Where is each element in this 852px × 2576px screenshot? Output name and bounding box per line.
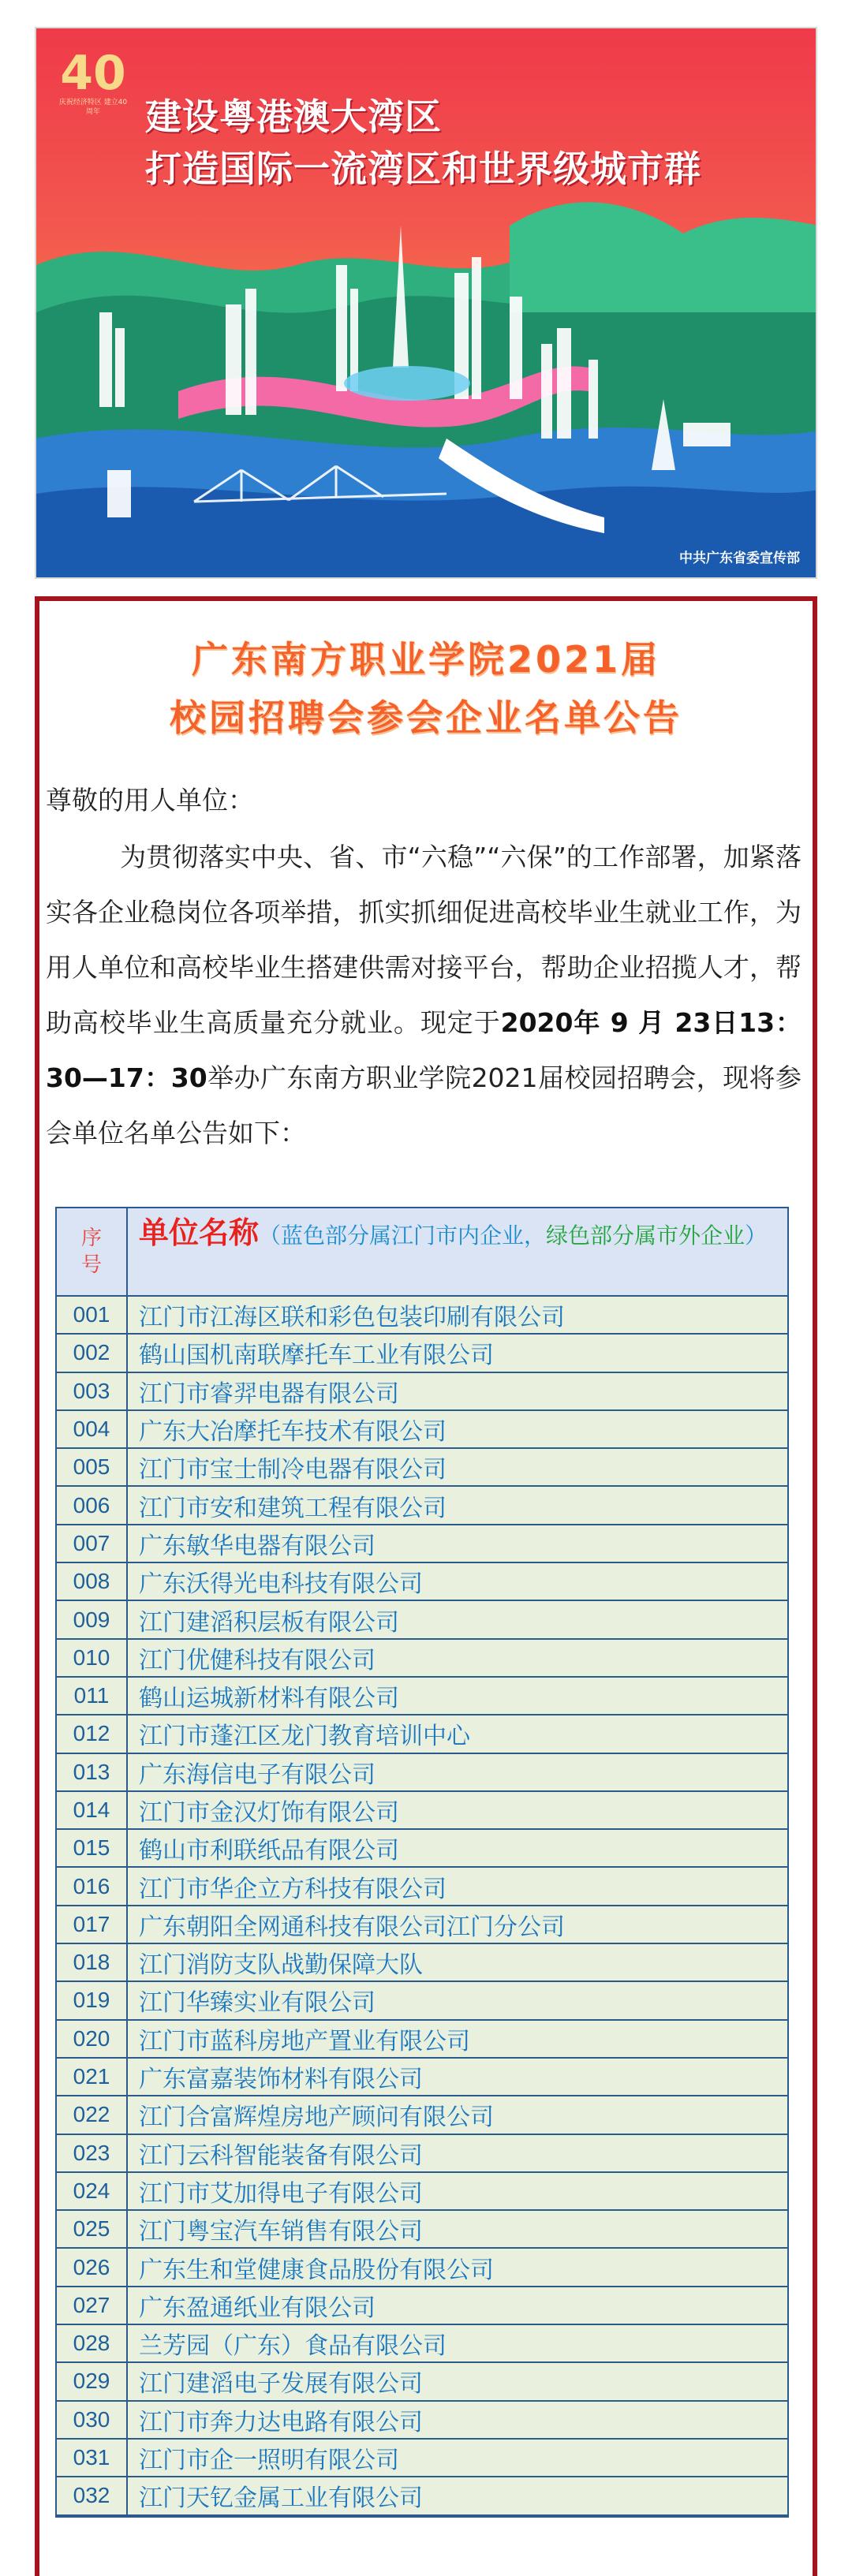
row-company-name: 广东盈通纸业有限公司 xyxy=(139,2294,376,2322)
company-table xyxy=(55,1207,789,2518)
notice-frame xyxy=(35,596,817,2576)
row-company-name: 江门市企一照明有限公司 xyxy=(139,2447,399,2475)
table-row xyxy=(57,1640,787,1678)
row-number: 029 xyxy=(57,2363,128,2399)
header-blue-note: 蓝色部分属江门市内企业， xyxy=(281,1223,547,1249)
table-row xyxy=(57,1715,787,1753)
table-header xyxy=(57,1208,787,1297)
table-row xyxy=(57,1754,787,1792)
table-row xyxy=(57,1868,787,1906)
row-company-name: 广东敏华电器有限公司 xyxy=(139,1532,376,1560)
row-number: 015 xyxy=(57,1830,128,1866)
greeting: 尊敬的用人单位： xyxy=(46,785,254,816)
logo-caption: 庆祝经济特区 建立40周年 xyxy=(58,99,128,116)
para-text-1: 为贯彻落实中央、省、市“六稳”“六保”的工作部署，加紧落实各企业稳岗位各项举措，抓实抓细促进高校毕业生就业工作，为用人单位和高校毕业生搭建供需对接平台，帮助企业招揽人才，帮助高校毕业生高质量充分就业。现定于 xyxy=(46,842,802,1038)
row-number: 018 xyxy=(57,1944,128,1981)
logo-number: 40 xyxy=(60,46,126,101)
row-company-name: 江门市江海区联和彩色包装印刷有限公司 xyxy=(139,1304,565,1332)
header-number-char2: 号 xyxy=(80,1253,102,1277)
row-company-name: 江门建滔积层板有限公司 xyxy=(139,1608,399,1637)
row-number: 013 xyxy=(57,1754,128,1790)
table-row xyxy=(57,2363,787,2401)
row-company-name: 江门华臻实业有限公司 xyxy=(139,1989,376,2018)
table-row xyxy=(57,1297,787,1335)
table-row xyxy=(57,1487,787,1525)
row-company-name: 鹤山国机南联摩托车工业有限公司 xyxy=(139,1342,494,1370)
table-row xyxy=(57,2135,787,2173)
row-number: 012 xyxy=(57,1715,128,1752)
row-company-name: 鹤山市利联纸品有限公司 xyxy=(139,1837,399,1865)
row-number: 004 xyxy=(57,1411,128,1447)
anniversary-logo xyxy=(57,46,129,117)
row-company-name: 江门市安和建筑工程有限公司 xyxy=(139,1494,447,1522)
table-row xyxy=(57,1944,787,1982)
para-text-2: 举办广东南方职业学院2021届校园招聘会，现将参会单位名单公告如下： xyxy=(46,1062,802,1148)
row-company-name: 江门消防支队战勤保障大队 xyxy=(139,1951,423,1980)
table-row xyxy=(57,2440,787,2477)
notice-title-line2: 校园招聘会参会企业名单公告 xyxy=(170,696,682,739)
row-company-name: 江门建滔电子发展有限公司 xyxy=(139,2370,423,2399)
banner-title-line2: 打造国际一流湾区和世界级城市群 xyxy=(145,147,701,190)
row-number: 021 xyxy=(57,2059,128,2095)
row-company-name: 江门云科智能装备有限公司 xyxy=(139,2141,423,2170)
row-number: 001 xyxy=(57,1297,128,1333)
header-paren-close: ） xyxy=(745,1223,768,1249)
row-company-name: 兰芳园（广东）食品有限公司 xyxy=(139,2332,447,2361)
row-number: 028 xyxy=(57,2325,128,2361)
row-company-name: 江门市奔力达电路有限公司 xyxy=(139,2408,423,2436)
table-row xyxy=(57,2325,787,2363)
event-datetime: 2020年 9 月 23日13：30—17：30 xyxy=(46,1007,802,1093)
row-number: 009 xyxy=(57,1601,128,1637)
row-number: 017 xyxy=(57,1906,128,1943)
header-company-name xyxy=(128,1208,787,1295)
notice-paragraph xyxy=(39,830,813,1161)
table-row xyxy=(57,2402,787,2440)
row-number: 016 xyxy=(57,1868,128,1904)
table-row xyxy=(57,2059,787,2096)
row-company-name: 江门粤宝汽车销售有限公司 xyxy=(139,2218,423,2246)
row-number: 008 xyxy=(57,1563,128,1600)
header-paren-open: （ xyxy=(259,1223,282,1249)
row-company-name: 江门合富辉煌房地产顾问有限公司 xyxy=(139,2104,494,2132)
row-number: 025 xyxy=(57,2211,128,2247)
row-company-name: 广东沃得光电科技有限公司 xyxy=(139,1570,423,1599)
table-row xyxy=(57,1525,787,1563)
row-company-name: 江门市华企立方科技有限公司 xyxy=(139,1875,447,1903)
row-number: 020 xyxy=(57,2021,128,2057)
row-company-name: 江门市金汉灯饰有限公司 xyxy=(139,1799,399,1827)
table-row xyxy=(57,1792,787,1830)
row-number: 006 xyxy=(57,1487,128,1523)
row-company-name: 江门市宝士制冷电器有限公司 xyxy=(139,1456,447,1484)
row-company-name: 江门市蓬江区龙门教育培训中心 xyxy=(139,1723,470,1751)
table-row xyxy=(57,1449,787,1487)
table-row xyxy=(57,1601,787,1639)
banner-title-line1: 建设粤港澳大湾区 xyxy=(145,95,442,138)
row-number: 026 xyxy=(57,2249,128,2285)
hero-banner xyxy=(35,27,817,579)
table-row xyxy=(57,2096,787,2134)
table-row xyxy=(57,2477,787,2515)
row-number: 032 xyxy=(57,2477,128,2514)
header-number-char1: 序 xyxy=(80,1226,102,1250)
row-number: 030 xyxy=(57,2402,128,2438)
table-row xyxy=(57,2287,787,2325)
table-body xyxy=(57,1297,787,2516)
banner-credit: 中共广东省委宣传部 xyxy=(679,551,800,566)
row-number: 003 xyxy=(57,1373,128,1409)
table-row xyxy=(57,1563,787,1601)
row-number: 019 xyxy=(57,1982,128,2018)
row-number: 027 xyxy=(57,2287,128,2324)
row-number: 010 xyxy=(57,1640,128,1676)
table-row xyxy=(57,1830,787,1868)
table-row xyxy=(57,1373,787,1411)
row-company-name: 广东朝阳全网通科技有限公司江门分公司 xyxy=(139,1913,565,1941)
row-company-name: 广东生和堂健康食品股份有限公司 xyxy=(139,2256,494,2284)
table-row xyxy=(57,1411,787,1449)
header-title: 单位名称 xyxy=(139,1215,260,1250)
row-company-name: 广东大冶摩托车技术有限公司 xyxy=(139,1418,447,1447)
row-number: 022 xyxy=(57,2096,128,2133)
row-company-name: 江门天钇金属工业有限公司 xyxy=(139,2485,423,2513)
row-number: 023 xyxy=(57,2135,128,2171)
row-company-name: 鹤山运城新材料有限公司 xyxy=(139,1685,399,1713)
table-row xyxy=(57,2211,787,2249)
row-number: 014 xyxy=(57,1792,128,1828)
row-number: 007 xyxy=(57,1525,128,1562)
notice-title-line1: 广东南方职业学院2021届 xyxy=(191,638,661,681)
row-company-name: 广东富嘉装饰材料有限公司 xyxy=(139,2066,423,2094)
header-green-note: 绿色部分属市外企业 xyxy=(546,1223,746,1249)
row-number: 024 xyxy=(57,2173,128,2209)
row-number: 005 xyxy=(57,1449,128,1485)
table-row xyxy=(57,2173,787,2211)
table-row xyxy=(57,1335,787,1372)
row-company-name: 江门优健科技有限公司 xyxy=(139,1646,376,1674)
table-row xyxy=(57,2249,787,2287)
row-company-name: 广东海信电子有限公司 xyxy=(139,1760,376,1789)
row-company-name: 江门市蓝科房地产置业有限公司 xyxy=(139,2027,470,2055)
row-number: 011 xyxy=(57,1678,128,1714)
row-company-name: 江门市睿羿电器有限公司 xyxy=(139,1379,399,1408)
row-company-name: 江门市艾加得电子有限公司 xyxy=(139,2179,423,2208)
table-row xyxy=(57,1678,787,1715)
table-row xyxy=(57,1982,787,2020)
header-number xyxy=(57,1208,128,1295)
table-row xyxy=(57,1906,787,1944)
table-row xyxy=(57,2021,787,2059)
row-number: 031 xyxy=(57,2440,128,2476)
row-number: 002 xyxy=(57,1335,128,1371)
